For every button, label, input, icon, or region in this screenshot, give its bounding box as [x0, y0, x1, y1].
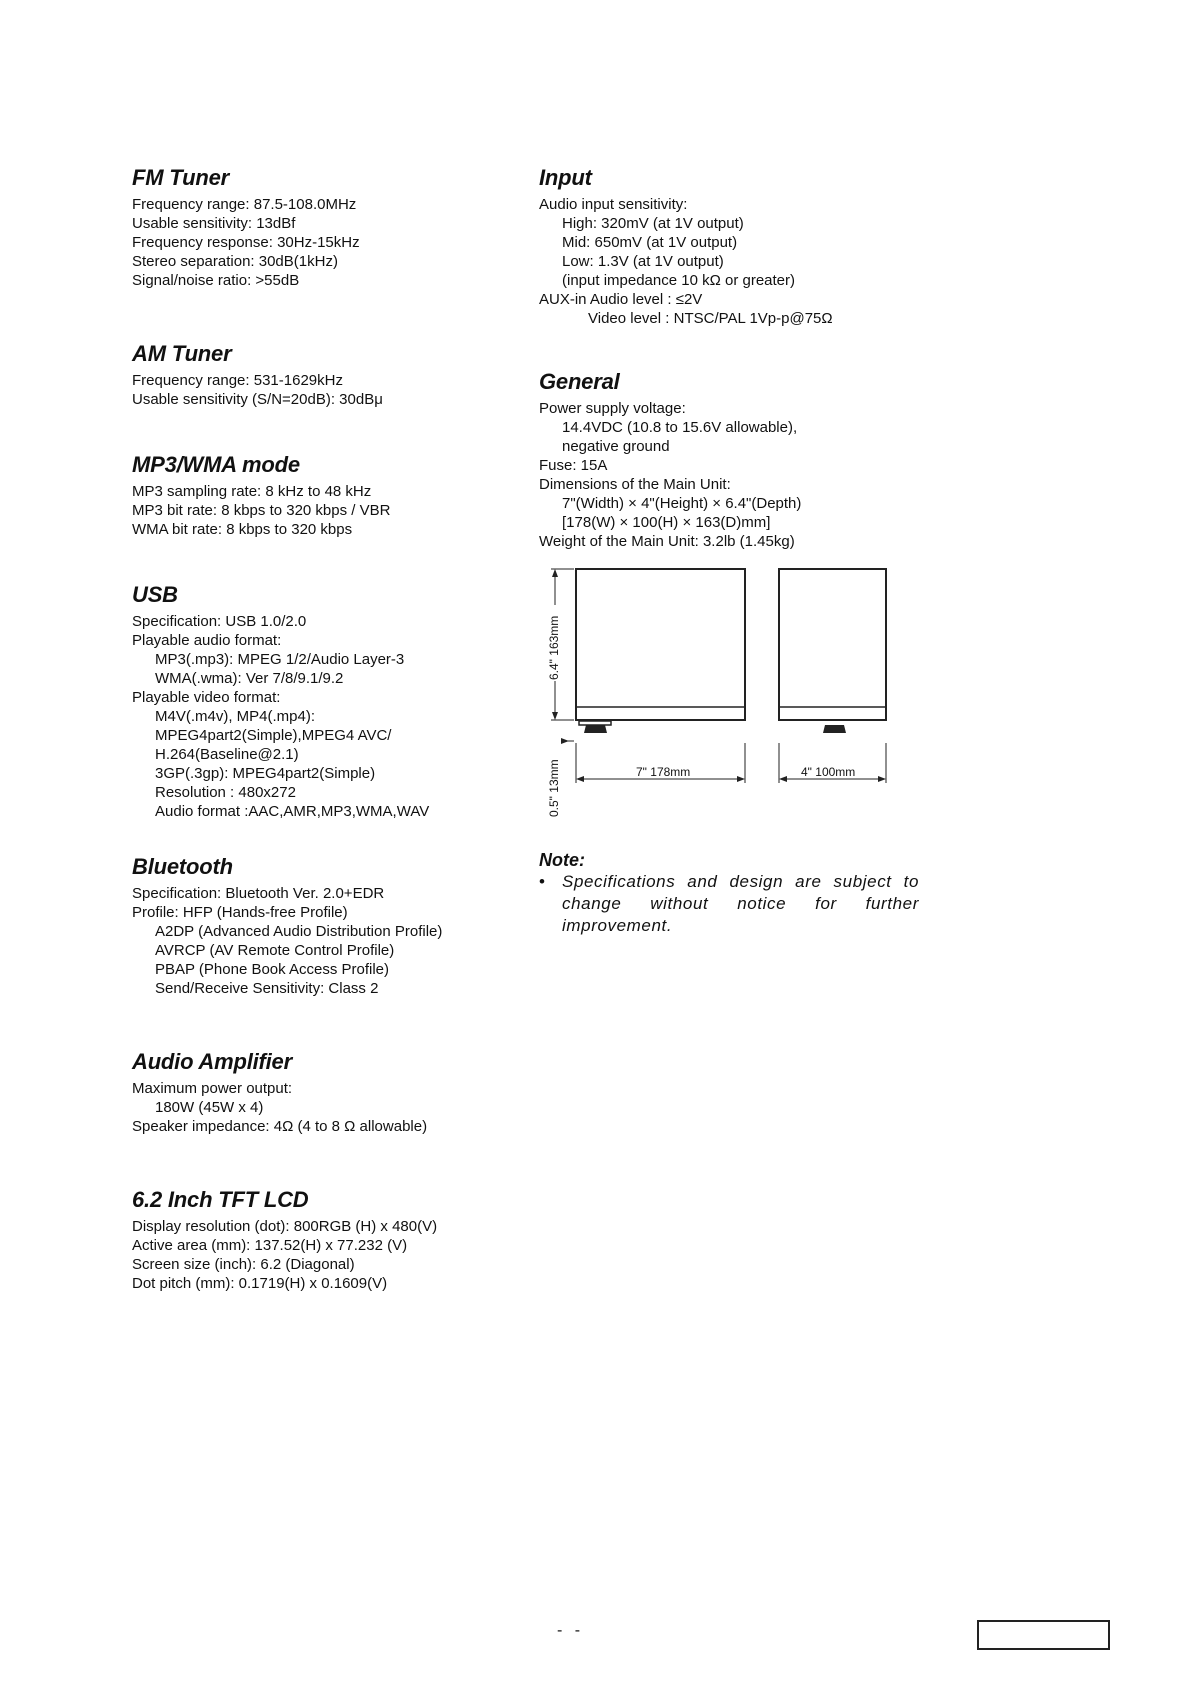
spec-line: Frequency response: 30Hz-15kHz — [132, 234, 360, 251]
spec-line: 7"(Width) × 4"(Height) × 6.4"(Depth) — [562, 495, 802, 512]
mp3-wma-heading: MP3/WMA mode — [132, 452, 300, 477]
spec-line: Mid: 650mV (at 1V output) — [562, 234, 738, 251]
spec-line: Fuse: 15A — [539, 457, 608, 474]
foot-dimension — [547, 738, 574, 817]
audio-amplifier-heading: Audio Amplifier — [132, 1049, 292, 1074]
depth-dimension — [779, 743, 886, 783]
spec-line: MPEG4part2(Simple),MPEG4 AVC/ — [155, 727, 392, 744]
spec-line: Video level : NTSC/PAL 1Vp-p@75Ω — [588, 310, 833, 327]
spec-line: Resolution : 480x272 — [155, 784, 296, 801]
spec-line: WMA bit rate: 8 kbps to 320 kbps — [132, 521, 353, 538]
general-section — [539, 369, 919, 551]
spec-line: MP3(.mp3): MPEG 1/2/Audio Layer-3 — [155, 651, 405, 668]
width-label: 7" 178mm — [636, 765, 691, 779]
spec-line: Usable sensitivity (S/N=20dB): 30dBμ — [132, 391, 383, 408]
bullet-icon: • — [539, 872, 545, 891]
unit-dimensions-diagram — [539, 565, 899, 825]
spec-line: Maximum power output: — [132, 1080, 293, 1097]
spec-line: Stereo separation: 30dB(1kHz) — [132, 253, 338, 270]
spec-line: 14.4VDC (10.8 to 15.6V allowable), — [562, 419, 798, 436]
right-column — [539, 165, 919, 551]
spec-line: WMA(.wma): Ver 7/8/9.1/9.2 — [155, 670, 344, 687]
spec-line: Weight of the Main Unit: 3.2lb (1.45kg) — [539, 533, 795, 550]
am-tuner-heading: AM Tuner — [132, 341, 232, 366]
audio-amplifier-section — [132, 1049, 532, 1136]
mp3-wma-section — [132, 452, 532, 539]
spec-line: High: 320mV (at 1V output) — [562, 215, 744, 232]
spec-line: Display resolution (dot): 800RGB (H) x 480(V) — [132, 1218, 438, 1235]
spec-line: Profile: HFP (Hands-free Profile) — [132, 904, 348, 921]
tft-lcd-heading: 6.2 Inch TFT LCD — [132, 1187, 309, 1212]
spec-line: MP3 bit rate: 8 kbps to 320 kbps / VBR — [132, 502, 391, 519]
spec-line: M4V(.m4v), MP4(.mp4): — [155, 708, 316, 725]
bluetooth-section — [132, 854, 532, 998]
spec-line: Low: 1.3V (at 1V output) — [562, 253, 724, 270]
spec-line: Specification: USB 1.0/2.0 — [132, 613, 307, 630]
spec-line: Usable sensitivity: 13dBf — [132, 215, 296, 232]
spec-line: Screen size (inch): 6.2 (Diagonal) — [132, 1256, 355, 1273]
fm-tuner-heading: FM Tuner — [132, 165, 229, 190]
spec-line: AVRCP (AV Remote Control Profile) — [155, 942, 395, 959]
depth-label: 4" 100mm — [801, 765, 856, 779]
note-title: Note: — [539, 850, 585, 870]
spec-line: Frequency range: 87.5-108.0MHz — [132, 196, 357, 213]
usb-heading: USB — [132, 582, 178, 607]
spec-line: Dot pitch (mm): 0.1719(H) x 0.1609(V) — [132, 1275, 388, 1292]
spec-line: Power supply voltage: — [539, 400, 686, 417]
fm-tuner-section — [132, 165, 532, 290]
page-number: - - — [557, 1622, 585, 1639]
spec-line: Audio format :AAC,AMR,MP3,WMA,WAV — [155, 803, 430, 820]
page-code-box — [977, 1620, 1110, 1650]
general-heading: General — [539, 369, 620, 394]
spec-line: Dimensions of the Main Unit: — [539, 476, 731, 493]
spec-line: 3GP(.3gp): MPEG4part2(Simple) — [155, 765, 376, 782]
spec-line: Audio input sensitivity: — [539, 196, 688, 213]
foot-label: 0.5" 13mm — [547, 759, 561, 817]
spec-line: (input impedance 10 kΩ or greater) — [562, 272, 795, 289]
spec-line: H.264(Baseline@2.1) — [155, 746, 299, 763]
note-block — [539, 850, 919, 937]
spec-line: 180W (45W x 4) — [155, 1099, 264, 1116]
spec-line: Playable audio format: — [132, 632, 282, 649]
spec-line: [178(W) × 100(H) × 163(D)mm] — [562, 514, 771, 531]
spec-line: MP3 sampling rate: 8 kHz to 48 kHz — [132, 483, 372, 500]
width-dimension — [576, 743, 745, 783]
height-dimension — [544, 569, 574, 720]
spec-line: PBAP (Phone Book Access Profile) — [155, 961, 390, 978]
spec-line: Signal/noise ratio: >55dB — [132, 272, 300, 289]
left-column — [132, 165, 532, 1293]
spec-line: Specification: Bluetooth Ver. 2.0+EDR — [132, 885, 385, 902]
spec-line: Frequency range: 531-1629kHz — [132, 372, 343, 389]
input-heading: Input — [539, 165, 592, 190]
spec-line: Send/Receive Sensitivity: Class 2 — [155, 980, 379, 997]
input-section — [539, 165, 919, 328]
tft-lcd-section — [132, 1187, 532, 1293]
height-label: 6.4" 163mm — [547, 615, 561, 680]
spec-line: A2DP (Advanced Audio Distribution Profile) — [155, 923, 443, 940]
spec-line: Active area (mm): 137.52(H) x 77.232 (V) — [132, 1237, 408, 1254]
note-text: Specifications and design are subject to change without notice for further improvement. — [562, 872, 919, 935]
spec-line: Playable video format: — [132, 689, 281, 706]
spec-line: negative ground — [562, 438, 670, 455]
spec-line: AUX-in Audio level : ≤2V — [539, 291, 703, 308]
bluetooth-heading: Bluetooth — [132, 854, 233, 879]
spec-line: Speaker impedance: 4Ω (4 to 8 Ω allowable) — [132, 1118, 428, 1135]
side-view-drawing — [576, 569, 745, 733]
usb-section — [132, 582, 532, 821]
front-view-drawing — [779, 569, 886, 733]
note-body — [539, 871, 919, 937]
am-tuner-section — [132, 341, 532, 409]
